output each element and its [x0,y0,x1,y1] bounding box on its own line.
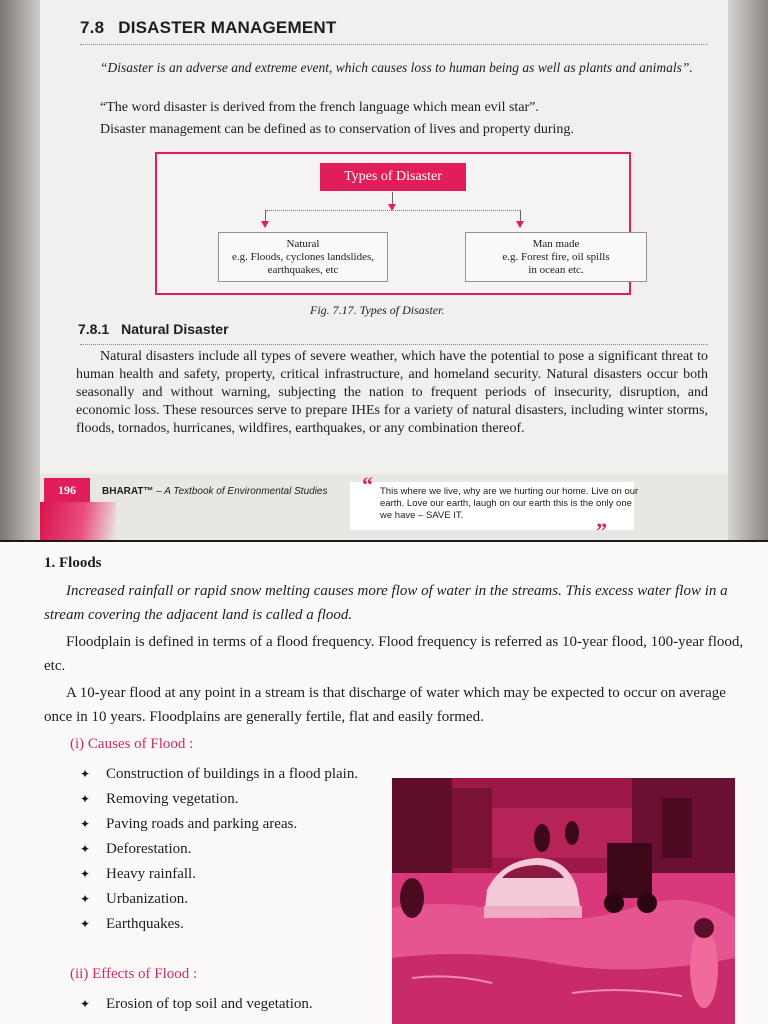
box-line: earthquakes, etc [267,264,339,276]
open-quote-icon: “ [362,472,373,497]
section-heading [80,18,336,38]
connector-line [266,210,520,211]
subsection-heading [78,321,229,337]
book-brand: BHARAT™ [102,486,154,497]
bullet-star-icon: ✦ [80,867,91,881]
section-title: DISASTER MANAGEMENT [118,18,337,37]
bullet-star-icon: ✦ [80,997,91,1011]
list-item [80,812,380,837]
textbook-page-bottom [0,542,768,1024]
subsection-number: 7.8.1 [78,321,110,337]
bullet-star-icon: ✦ [80,767,91,781]
diagram-root-box: Types of Disaster [320,163,466,191]
heading-rule [80,44,708,45]
list-item-text: Urbanization. [106,891,189,907]
box-line: e.g. Forest fire, oil spills [502,251,610,263]
etymology-text: “The word disaster is derived from the french language which mean evil star”. [100,100,539,115]
arrow-down-icon [516,221,524,228]
management-definition: Disaster management can be defined as to conservation of lives and property during. [100,122,574,137]
bullet-star-icon: ✦ [80,817,91,831]
types-of-disaster-diagram [155,152,631,295]
section-number: 7.8 [80,18,105,37]
bullet-star-icon: ✦ [80,917,91,931]
list-item-text: Removing vegetation. [106,791,239,807]
list-item [80,837,380,862]
list-item [80,762,380,787]
footer-quote: This where we live, why are we hurting our home. Live on our earth. Love our earth, laugh on our earth this is the only one we have – SAVE IT. [380,486,639,521]
book-title [102,486,327,497]
close-quote-icon: ” [596,518,607,540]
flood-street-image [392,778,735,1024]
causes-heading: (i) Causes of Flood : [70,736,194,752]
list-item-text: Heavy rainfall. [106,866,196,882]
list-item [80,862,380,887]
man-made-disaster-box [465,232,647,282]
bullet-star-icon: ✦ [80,842,91,856]
floodplain-paragraph: Floodplain is defined in terms of a flood frequency. Flood frequency is referred as 10-year flood, 100-year flood, etc. [44,634,744,674]
bullet-star-icon: ✦ [80,792,91,806]
ten-year-flood-paragraph: A 10-year flood at any point in a stream is that discharge of water which may be expected to occur on average once in 10 years. Floodplains are generally fertile, flat and easily formed. [44,685,726,725]
list-item-text: Construction of buildings in a flood plain. [106,766,359,782]
subsection-rule [80,344,708,345]
book-subtitle: – A Textbook of Environmental Studies [153,486,328,497]
bullet-star-icon: ✦ [80,892,91,906]
list-item-text: Paving roads and parking areas. [106,816,298,832]
page-edge-left [0,0,40,540]
subsection-title: Natural Disaster [121,321,229,337]
flood-definition: Increased rainfall or rapid snow melting causes more flow of water in the streams. This excess water flow in a stream covering the adjacent land is called a flood. [44,583,728,623]
effects-list [80,992,380,1017]
flood-photo [392,778,735,1024]
box-line: Man made [532,238,580,250]
figure-caption: Fig. 7.17. Types of Disaster. [310,303,445,317]
page-number: 196 [44,478,90,502]
box-line: Natural [286,238,320,250]
list-item [80,887,380,912]
box-line: e.g. Floods, cyclones landslides, [231,251,375,263]
box-line: in ocean etc. [528,264,584,276]
list-item-text: Erosion of top soil and vegetation. [106,996,313,1012]
natural-disaster-box [218,232,388,282]
arrow-down-icon [261,221,269,228]
list-item-text: Earthquakes. [106,916,184,932]
list-item-text: Deforestation. [106,841,192,857]
causes-list [80,762,380,937]
page-edge-right [728,0,768,540]
natural-disaster-paragraph: Natural disasters include all types of severe weather, which have the potential to pose a significant threat to human health and safety, property, critical infrastructure, and homeland security. Natural disasters occur both seasonally and without warning, subjecting the nation to frequent periods of insecurity, disruption, and economic loss. These resources serve to prepare IHEs for a variety of natural disasters, including winter storms, floods, tornados, hurricanes, wildfires, earthquakes, or any combination thereof. [76,349,708,436]
textbook-page-top [40,0,728,540]
effects-heading: (ii) Effects of Flood : [70,966,198,982]
list-item [80,912,380,937]
disaster-definition: “Disaster is an adverse and extreme event, which causes loss to human being as well as plants and animals”. [100,60,693,75]
list-item [80,787,380,812]
page-number-ribbon [40,502,116,540]
list-item [80,992,380,1017]
floods-heading: 1. Floods [44,555,102,571]
